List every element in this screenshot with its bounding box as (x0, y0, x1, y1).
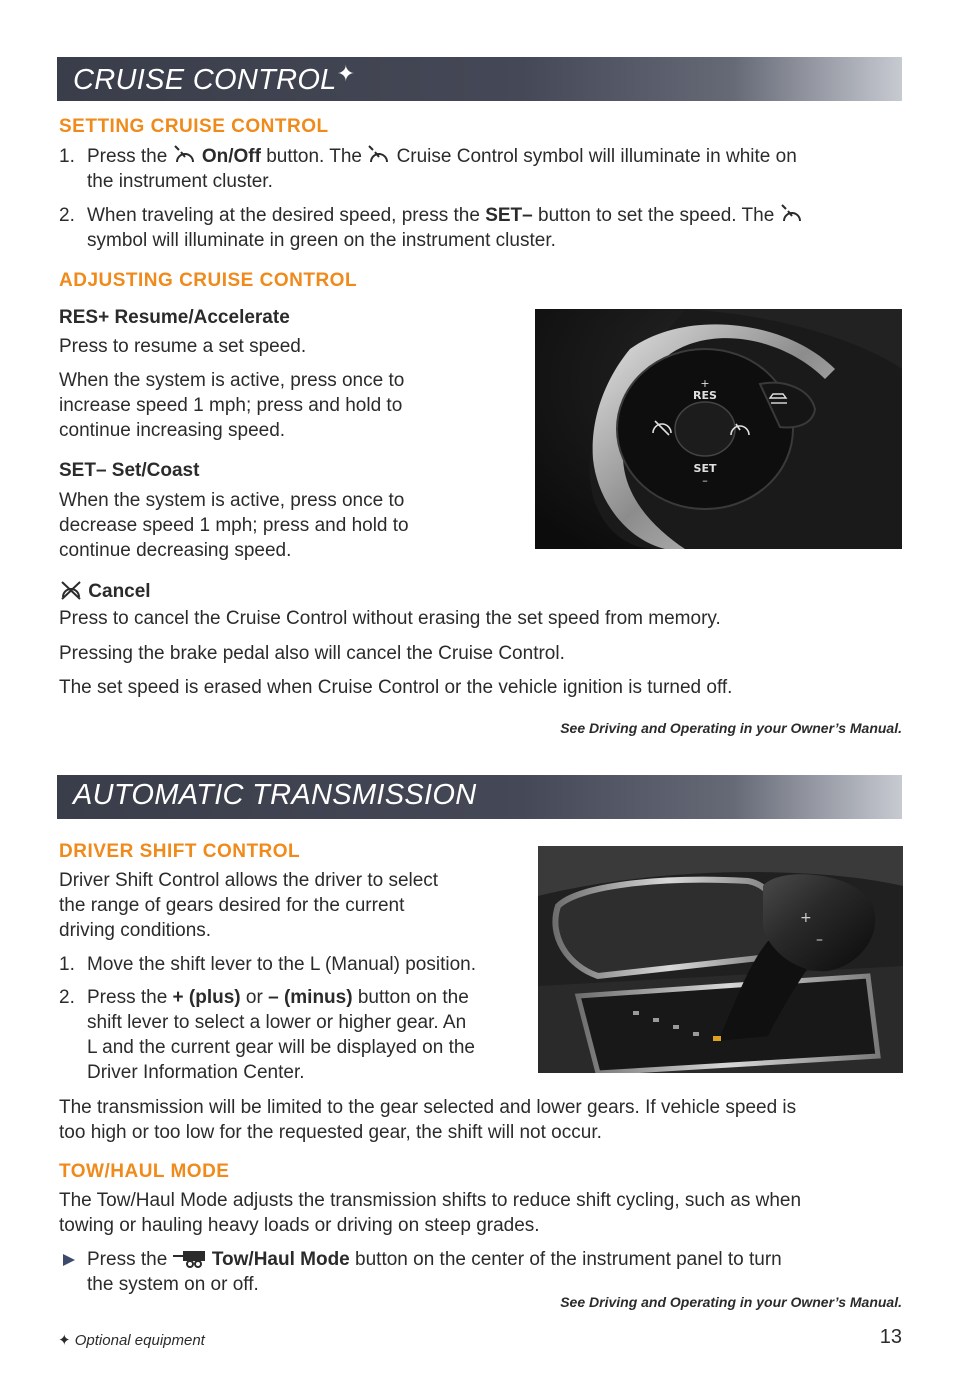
tow-text: The Tow/Haul Mode adjusts the transmission shifts to reduce shift cycling, such as when (59, 1190, 802, 1211)
cruise-control-icon (173, 145, 197, 165)
gear-shifter-illustration (538, 846, 903, 1073)
steering-wheel-illustration (535, 309, 902, 549)
cancel-text: Pressing the brake pedal also will cancel the Cruise Control. (59, 643, 565, 664)
set-title: SET– Set/Coast (59, 460, 200, 481)
driver-shift-heading: DRIVER SHIFT CONTROL (59, 841, 301, 862)
tow-bullet: Press the Tow/Haul Mode button on the center of the instrument panel to turn (87, 1249, 782, 1270)
adjusting-cruise-heading: ADJUSTING CRUISE CONTROL (59, 270, 358, 291)
transmission-banner (57, 775, 902, 819)
step-number: 2. (59, 987, 75, 1008)
res-text: When the system is active, press once to (59, 370, 405, 391)
cancel-text: The set speed is erased when Cruise Control or the vehicle ignition is turned off. (59, 677, 733, 698)
page-number: 13 (879, 1326, 902, 1348)
shift-text: Driver Shift Control allows the driver to select (59, 870, 439, 891)
cancel-text: Press to cancel the Cruise Control without erasing the set speed from memory. (59, 608, 721, 629)
cruise-control-icon (367, 145, 391, 165)
limit-text: too high or too low for the requested gear, the shift will not occur. (59, 1122, 602, 1143)
set-text: continue decreasing speed. (59, 540, 292, 561)
cruise-step-1-cont: the instrument cluster. (87, 171, 273, 192)
shift-step-1: Move the shift lever to the L (Manual) position. (87, 954, 476, 975)
res-text: Press to resume a set speed. (59, 336, 307, 357)
set-text: decrease speed 1 mph; press and hold to (59, 515, 409, 536)
tow-haul-label: Tow/Haul Mode (211, 1249, 350, 1270)
knob-plus-label: + (800, 910, 812, 926)
bullet-arrow-icon (62, 1253, 76, 1267)
limit-text: The transmission will be limited to the gear selected and lower gears. If vehicle speed is (59, 1097, 797, 1118)
cruise-control-banner (57, 57, 902, 101)
step-number: 2. (59, 205, 75, 226)
shift-text: the range of gears desired for the current (59, 895, 405, 916)
cancel-title: Cancel (88, 581, 151, 602)
optional-equipment-footnote: ✦ Optional equipment (58, 1332, 205, 1349)
res-title: RES+ Resume/Accelerate (59, 307, 290, 328)
wheel-plus-label: + (700, 377, 710, 390)
setting-cruise-heading: SETTING CRUISE CONTROL (59, 116, 329, 137)
set-label: SET– (485, 205, 533, 226)
gear-l-indicator (713, 1036, 721, 1041)
res-text: continue increasing speed. (59, 420, 286, 441)
steering-wheel-controls-photo (535, 309, 902, 549)
step-number: 1. (59, 954, 75, 975)
tow-bullet-cont: the system on or off. (87, 1274, 259, 1295)
optional-mark-icon: ✦ (58, 1332, 71, 1349)
shift-step-2-cont: shift lever to select a lower or higher gear. An (87, 1012, 467, 1033)
wheel-res-label: RES (693, 389, 717, 402)
shift-step-2-cont: Driver Information Center. (87, 1062, 305, 1083)
tow-text: towing or hauling heavy loads or driving on steep grades. (59, 1215, 540, 1236)
cruise-step-2-cont: symbol will illuminate in green on the instrument cluster. (87, 230, 556, 251)
shift-step-2: Press the + (plus) or – (minus) button on the (87, 987, 469, 1008)
cruise-control-icon (780, 204, 804, 224)
optional-mark-icon: ✦ (336, 61, 356, 86)
cruise-step-1: Press the On/Off button. The Cruise Control symbol will illuminate in white on (87, 146, 797, 167)
shift-text: driving conditions. (59, 920, 212, 941)
tow-haul-icon (173, 1250, 207, 1268)
cancel-icon (59, 580, 83, 600)
step-number: 1. (59, 146, 75, 167)
shift-step-2-cont: L and the current gear will be displayed on the (87, 1037, 475, 1058)
cruise-control-title: CRUISE CONTROL (73, 64, 337, 96)
cruise-step-2: When traveling at the desired speed, press the SET– button to set the speed. The (87, 204, 804, 228)
tow-haul-heading: TOW/HAUL MODE (59, 1161, 230, 1182)
cancel-heading (59, 580, 151, 604)
transmission-reference-note: See Driving and Operating in your Owner’s Manual. (560, 1294, 902, 1310)
plus-label: + (plus) (172, 987, 241, 1008)
on-off-label: On/Off (201, 146, 261, 167)
cruise-reference-note: See Driving and Operating in your Owner’s Manual. (560, 720, 902, 736)
res-text: increase speed 1 mph; press and hold to (59, 395, 403, 416)
knob-minus-label: – (816, 932, 823, 948)
transmission-title: AUTOMATIC TRANSMISSION (73, 779, 477, 811)
wheel-minus-label: – (702, 474, 708, 487)
minus-label: – (minus) (268, 987, 353, 1008)
gear-shifter-photo (538, 846, 903, 1073)
wheel-set-label: SET (693, 462, 717, 475)
set-text: When the system is active, press once to (59, 490, 405, 511)
